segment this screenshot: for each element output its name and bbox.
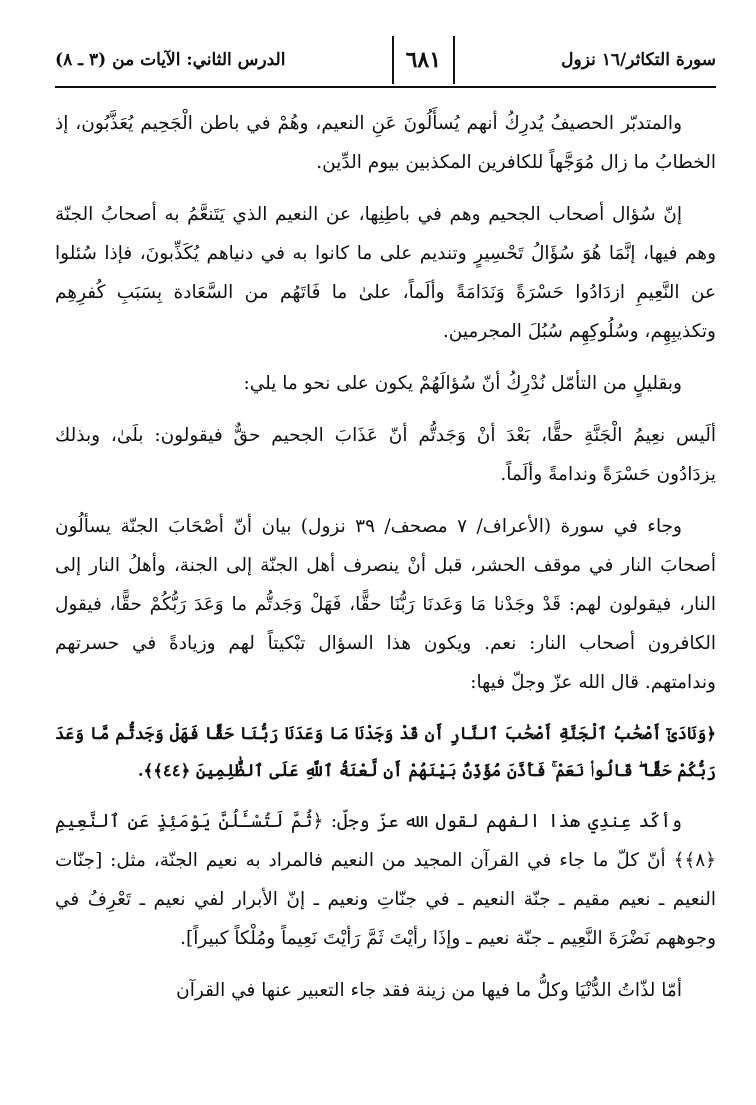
paragraph-4: ألَيس نعِيمُ الْجَنَّةِ حقًّا، بَعْدَ أنْ وَجَدتُّم أنّ عَذَابَ الجحيم حقٌّ فيقولون: بلَىٰ، وبذلك يزدَادُون حَسْرَةً وندامةً وألَماً.: [55, 425, 716, 485]
paragraph-6: وأكّد عِندِي هذا الفهم لقول الله عزّ وجلّ: ﴿ثُمَّ لَتُسْـَٔلُنَّ يَوْمَئِذٍ عَنِ ٱلنَّعِيمِ ﴿٨﴾﴾ أنّ كلّ ما جاء في القرآن المجيد من النعيم فالمراد به نعيم الجنّة، مثل: [جنّات النعيم ـ نعيم مقيم ـ جنّة النعيم ـ في جنّاتِ ونعيم ـ إنّ الأبرار لفي نعيم ـ تَعْرِفُ في وجوههم نَضْرَةَ النَّعِيم ـ جنّة نعيم ـ وإذَا رأيْتَ ثَمَّ رَأيْتَ نَعِيماً ومُلْكاً كبيراً].: [55, 811, 716, 949]
paragraph-7: أمّا لذّاتُ الدُّنْيَا وكلُّ ما فيها من زينة فقد جاء التعبير عنها في القرآن: [176, 980, 682, 1001]
paragraph-5: وجاء في سورة (الأعراف/ ٧ مصحف/ ٣٩ نزول) بيان أنّ أصْحَابَ الجنّة يسألُون أصحابَ النار في موقف الحشر، قبل أنْ ينصرف أهل الجنّة إلى الجنة، وأهلُ النار إلى النار، فيقولون لهم: قَدْ وجَدْنا مَا وَعَدنَا رَبُّنَا حقًّا، فَهَلْ وَجَدتُّم ما وَعَدَ رَبُّكُمْ حقًّا، فيقول الكافرون أصحاب النار: نعم. ويكون هذا السؤال تبْكيتاً لهم وزيادةً في حسرتهم وندامتهم. قال الله عزّ وجلّ فيها:: [55, 516, 716, 693]
quran-verse: ﴿وَنَادَىٰٓ أَصْحَٰبُ ٱلْجَنَّةِ أَصْحَٰبَ ٱلنَّارِ أَن قَدْ وَجَدْنَا مَا وَعَدَنَا رَبُّنَا حَقًّا فَهَلْ وَجَدتُّم مَّا وَعَدَ رَبُّكُمْ حَقًّا ۖ قَالُوا۟ نَعَمْ ۚ فَأَذَّنَ مُؤَذِّنٌۢ بَيْنَهُمْ أَن لَّعْنَةُ ٱللَّهِ عَلَى ٱلظَّٰلِمِينَ ﴿٤٤﴾﴾.: [55, 724, 716, 780]
paragraph-2: إنّ سُؤال أصحاب الجحيم وهم في باطِنِها، عن النعيم الذي يَتَنعَّمُ به أصحابُ الجنّة وهم فيها، إنَّمَا هُوَ سُؤَالُ تَحْسِيرٍ وتنديم على ما كانوا به في دنياهم يُكَذِّبونَ، فإذا سُئلوا عن النَّعِيمِ ازدَادُوا حَسْرَةً وَنَدَامَةً وألَماً، علىٰ ما فَاتَهُم من السَّعَادة بِسَبَبِ كُفرِهِم وتكذيبِهِم، وسُلُوكِهِم سُبُلَ المجرمين.: [55, 204, 716, 342]
lesson-title: الدرس الثاني: الآيات من (٣ ـ ٨): [55, 50, 286, 70]
paragraph-1: والمتدبّر الحصيفُ يُدرِكُ أنهم يُسأَلُونَ عَنِ النعيم، وهُمْ في باطن الْجَحِيم يُعَذَّبُون، إذ الخطابُ ما زال مُوَجَّهاً للكافرين المكذبين بيوم الدِّين.: [55, 113, 716, 173]
page-header: [55, 34, 716, 88]
page-number: ٦٨١: [392, 36, 455, 84]
page-body: [55, 104, 716, 1023]
paragraph-3: وبقليلٍ من التأمّل نُدْرِكُ أنّ سُؤالَهُمْ يكون على نحو ما يلي:: [243, 373, 682, 394]
surah-title: سورة التكاثر/١٦ نزول: [561, 50, 716, 70]
